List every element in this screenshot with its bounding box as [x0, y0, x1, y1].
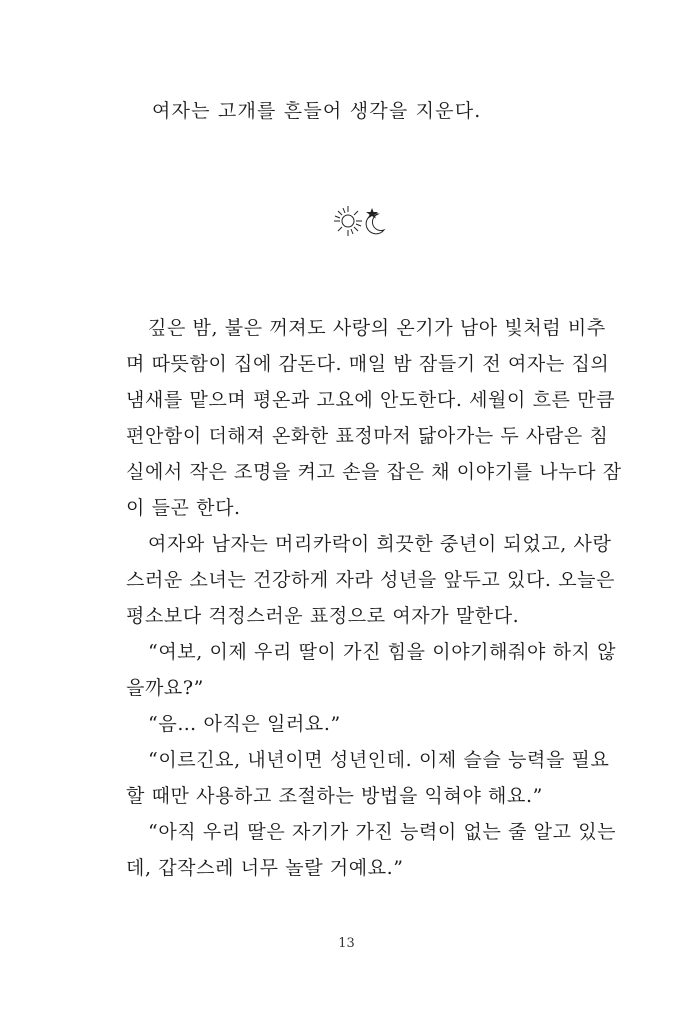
paragraph — [126, 706, 592, 742]
text-line: 여자와 남자는 머리카락이 희끗한 중년이 되었고, 사랑 — [148, 533, 612, 555]
text-line: 할 때만 사용하고 조절하는 방법을 익혀야 해요.” — [126, 785, 543, 807]
text-line: “아직 우리 딸은 자기가 가진 능력이 없는 줄 알고 있는 — [148, 821, 617, 843]
text-line: “이르긴요, 내년이면 성년인데. 이제 슬슬 능력을 필요 — [148, 749, 610, 771]
text-line: “음… 아직은 일러요.” — [148, 713, 341, 735]
text-line: 편안함이 더해져 온화한 표정마저 닮아가는 두 사람은 침 — [126, 425, 609, 447]
text-line: 이 들곤 한다. — [126, 497, 241, 519]
paragraph — [126, 634, 617, 706]
body-text — [126, 310, 622, 886]
text-line: 냄새를 맡으며 평온과 고요에 안도한다. 세월이 흐른 만큼 — [126, 389, 616, 411]
text-line: 며 따뜻함이 집에 감돈다. 매일 밤 잠들기 전 여자는 집의 — [126, 353, 610, 375]
text-line: “여보, 이제 우리 딸이 가진 힘을 이야기해줘야 하지 않 — [148, 641, 617, 663]
text-line: 평소보다 걱정스러운 표정으로 여자가 말한다. — [126, 605, 520, 627]
page-number: 13 — [338, 936, 355, 951]
text-line: 을까요?” — [126, 677, 204, 699]
paragraph — [126, 814, 617, 886]
paragraph — [126, 742, 610, 814]
sun-moon-star-icon — [334, 204, 390, 238]
paragraph — [126, 310, 622, 526]
paragraph — [126, 526, 616, 634]
text-line: 깊은 밤, 불은 꺼져도 사랑의 온기가 남아 빛처럼 비추 — [148, 317, 606, 339]
scene-break-ornament — [334, 204, 390, 238]
text-line: 데, 갑작스레 너무 놀랄 거예요.” — [126, 857, 404, 879]
text-line: 스러운 소녀는 건강하게 자라 성년을 앞두고 있다. 오늘은 — [126, 569, 616, 591]
text-line: 실에서 작은 조명을 켜고 손을 잡은 채 이야기를 나누다 잠 — [126, 461, 622, 483]
opening-line: 여자는 고개를 흔들어 생각을 지운다. — [152, 100, 482, 122]
